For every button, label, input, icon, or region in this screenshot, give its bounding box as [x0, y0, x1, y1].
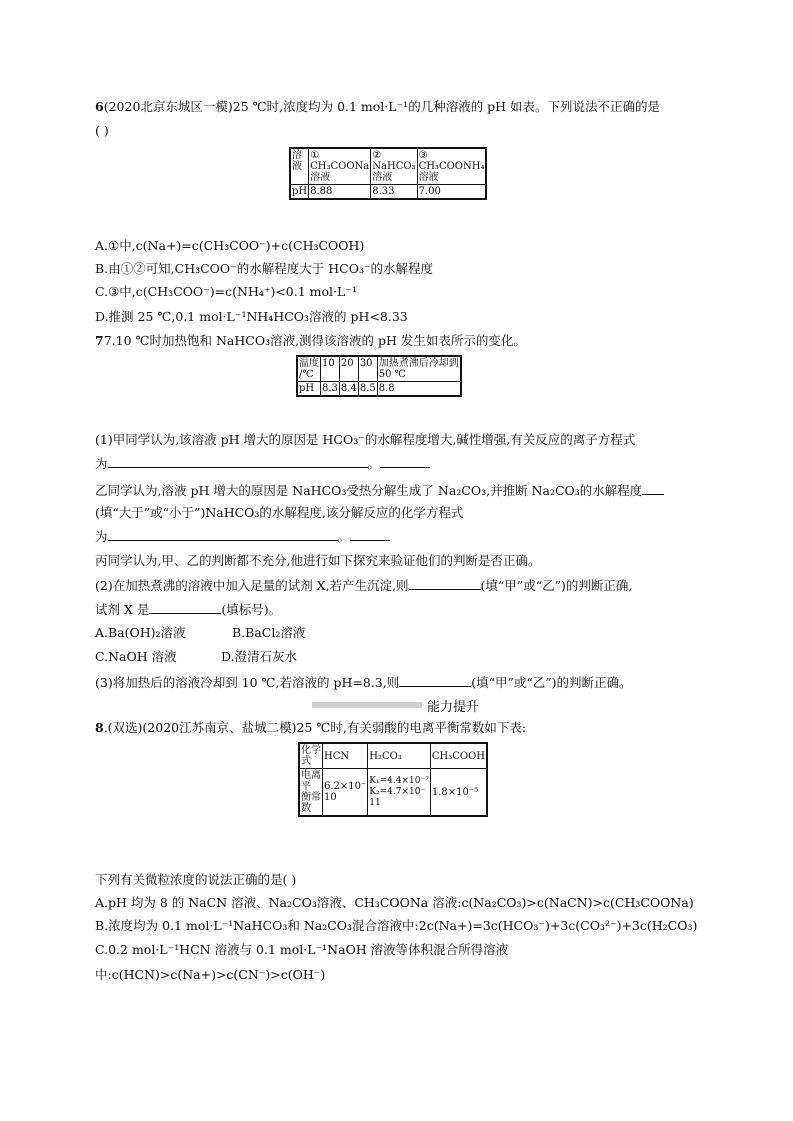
q6-number: 6	[95, 99, 104, 114]
table-cell: 8.3	[322, 383, 338, 394]
answer-blank-tail	[380, 455, 430, 468]
table-header-cell: H₂CO₃	[368, 743, 431, 769]
q6-stem: 6(2020北京东城区一模)25 ℃时,浓度均为 0.1 mol·L⁻¹的几种溶液的 pH 如表。下列说法不正确的是	[95, 99, 661, 114]
q7-table	[296, 355, 462, 397]
table-cell: pH	[297, 382, 321, 397]
q8-option-b: B.浓度均为 0.1 mol·L⁻¹NaHCO₃和 Na₂CO₃混合溶液中:2c(Na+)=3c(HCO₃⁻)+3c(CO₃²⁻)+3c(H₂CO₃)	[95, 918, 698, 933]
q8-prompt: 下列有关微粒浓度的说法正确的是( )	[95, 872, 297, 887]
q8-table	[298, 742, 488, 817]
table-header-cell: ① CH₃COONa 溶液	[310, 150, 370, 183]
table-header-cell: 加热煮沸后冷却到 50 ℃	[378, 358, 459, 380]
table-header-cell: HCN	[323, 743, 368, 769]
table-header-cell: ② NaHCO₃ 溶液	[372, 150, 416, 183]
table-header-cell: 30	[358, 356, 377, 382]
table-cell: 7.00	[417, 185, 486, 200]
q7-yi-text: 乙同学认为,溶液 pH 增大的原因是 NaHCO₃受热分解生成了 Na₂CO₃,并推断 Na₂CO₃的水解程度	[95, 482, 664, 499]
q8-option-c: C.0.2 mol·L⁻¹HCN 溶液与 0.1 mol·L⁻¹NaOH 溶液等体积混合所得溶液	[95, 942, 509, 957]
table-cell: 6.2×10⁻ 10	[323, 769, 368, 817]
table-cell: 电离 平 衡常 数	[301, 770, 321, 814]
table-cell: 8.8	[377, 382, 461, 397]
q6-answer-paren: ( )	[95, 123, 109, 138]
table-cell: 8.5	[359, 383, 376, 394]
q8-stem: 8.(双选)(2020江苏南京、盐城二模)25 ℃时,有关弱酸的电离平衡常数如下表:	[95, 720, 527, 735]
answer-blank[interactable]	[108, 528, 338, 541]
q7-stem: 77.10 ℃时加热饱和 NaHCO₃溶液,测得该溶液的 pH 发生如表所示的变化。	[95, 333, 526, 348]
q7-yi-blank-line: 为 。	[95, 528, 390, 545]
q6-option-c: C.③中,c(CH₃COO⁻)=c(NH₄⁺)<0.1 mol·L⁻¹	[95, 284, 357, 299]
table-header-cell: CH₃COOH	[430, 743, 487, 769]
q6-option-b: B.由①②可知,CH₃COO⁻的水解程度大于 HCO₃⁻的水解程度	[95, 261, 434, 276]
q8-option-a: A.pH 均为 8 的 NaCN 溶液、Na₂CO₃溶液、CH₃COONa 溶液:c(Na₂CO₃)>c(NaCN)>c(CH₃COONa)	[95, 895, 694, 910]
table-cell: 1.8×10⁻⁵	[430, 769, 487, 817]
table-cell: 8.33	[371, 185, 417, 200]
q7-part1-text: (1)甲同学认为,该溶液 pH 增大的原因是 HCO₃⁻的水解程度增大,碱性增强,有关反应的离子方程式	[95, 432, 636, 447]
answer-blank[interactable]	[108, 455, 368, 468]
q7-option-c: C.NaOH 溶液	[95, 649, 177, 664]
q7-part3-text: (3)将加热后的溶液冷却到 10 ℃,若溶液的 pH=8.3,则 (填“甲”或“乙”)的判断正确。	[95, 675, 632, 690]
q8-option-c-cont: 中:c(HCN)>c(Na+)>c(CN⁻)>c(OH⁻)	[95, 967, 326, 982]
table-header-cell: 温度 /℃	[299, 358, 319, 380]
section-heading-title: 能力提升	[427, 700, 480, 715]
q6-option-a: A.①中,c(Na+)=c(CH₃COO⁻)+c(CH₃COOH)	[95, 238, 365, 253]
answer-blank[interactable]	[399, 674, 471, 687]
q6-table	[289, 147, 487, 200]
q7-option-b: B.BaCl₂溶液	[232, 625, 306, 640]
table-cell: 8.88	[309, 185, 371, 200]
q7-yi-text2: (填“大于”或“小于”)NaHCO₃的水解程度,该分解反应的化学方程式	[95, 505, 464, 520]
table-cell: K₁=4.4×10⁻⁷ K₂=4.7×10⁻ 11	[368, 769, 431, 817]
section-heading	[312, 696, 662, 715]
q7-part2-reagent: 试剂 X 是 (填标号)。	[95, 602, 282, 617]
table-header-cell: 化学 式	[301, 745, 321, 767]
q6-option-d: D.推测 25 ℃,0.1 mol·L⁻¹NH₄HCO₃溶液的 pH<8.33	[95, 309, 408, 324]
q7-part2-text: (2)在加热煮沸的溶液中加入足量的试剂 X,若产生沉淀,则 (填“甲”或“乙”)的判断正确,	[95, 578, 633, 593]
answer-blank-tail	[350, 528, 390, 541]
answer-blank[interactable]	[409, 577, 481, 590]
answer-blank[interactable]	[642, 482, 664, 495]
q7-option-d: D.澄清石灰水	[221, 649, 298, 664]
q7-option-a: A.Ba(OH)₂溶液	[95, 625, 186, 640]
q7-part1-blank-line: 为 。	[95, 455, 430, 472]
section-heading-bar	[312, 702, 422, 708]
table-header-cell: ③ CH₃COONH₄ 溶液	[418, 150, 485, 183]
table-header-cell: 10	[321, 356, 340, 382]
table-cell: pH	[292, 186, 308, 197]
q7-bing-text: 丙同学认为,甲、乙的判断都不充分,他进行如下探究来验证他们的判断是否正确。	[95, 553, 541, 568]
table-cell: 8.4	[340, 383, 357, 394]
answer-blank[interactable]	[149, 601, 221, 614]
table-header-cell: 溶 液	[290, 148, 309, 185]
table-header-cell: 20	[339, 356, 358, 382]
